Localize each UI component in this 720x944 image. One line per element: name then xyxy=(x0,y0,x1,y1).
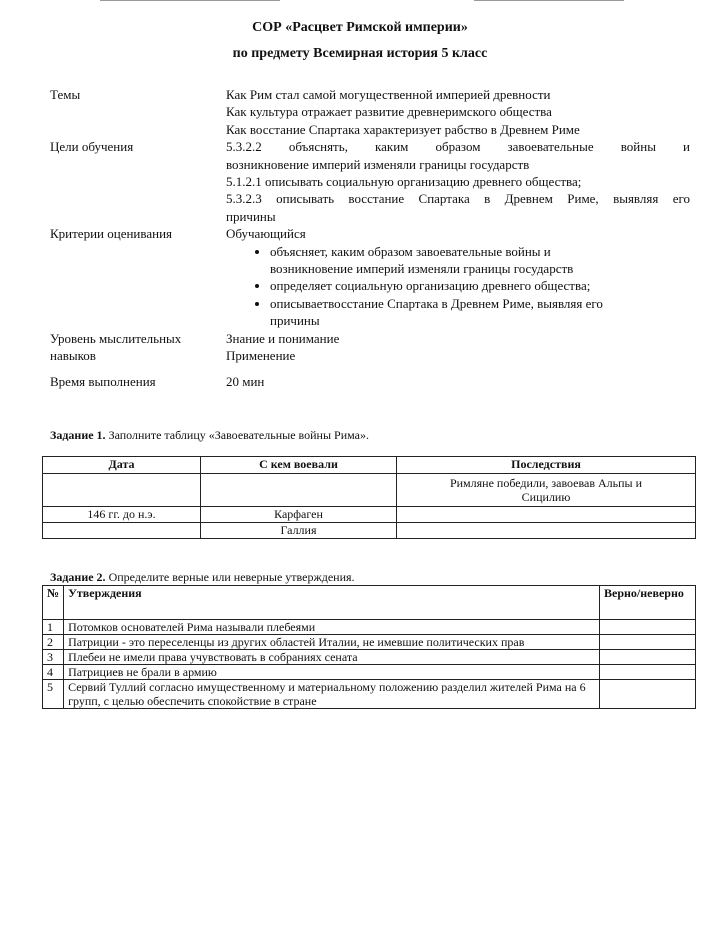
table-header-row xyxy=(43,586,696,620)
goal-line: 5.3.2.2 объяснять, каким образом завоевательные войны и xyxy=(226,139,690,155)
statement-text: Патриции - это переселенцы из других областей Италии, не имевшие политических прав xyxy=(64,635,600,650)
task2-instruction: Определите верные или неверные утверждения. xyxy=(108,570,355,584)
col-header-consequences: Последствия xyxy=(397,457,696,474)
statement-number: 2 xyxy=(43,635,64,650)
table-row xyxy=(43,635,696,650)
goals-values xyxy=(226,138,690,225)
table-row xyxy=(43,650,696,665)
conquest-wars-table xyxy=(42,456,696,539)
info-block xyxy=(50,86,690,390)
time-label: Время выполнения xyxy=(50,373,156,389)
criteria-intro: Обучающийся xyxy=(226,226,306,242)
goals-label: Цели обучения xyxy=(50,139,134,155)
doc-title: СОР «Расцвет Римской империи» xyxy=(252,20,468,35)
col-header-enemy: С кем воевали xyxy=(201,457,397,474)
date-cell[interactable] xyxy=(43,523,201,539)
criteria-item: • объясняет, каким образом завоевательные войны и возникновение империй изменяли границы государств xyxy=(270,243,610,278)
goal-line: возникновение империй изменяли границы государств xyxy=(226,156,530,172)
topic-item: Как Рим стал самой могущественной империей древности xyxy=(226,87,551,102)
table-row xyxy=(43,474,696,507)
doc-subtitle: по предмету Всемирная история 5 класс xyxy=(232,46,488,61)
topics-values xyxy=(226,86,690,138)
table-row xyxy=(43,507,696,523)
time-value: 20 мин xyxy=(226,373,265,389)
topics-label: Темы xyxy=(50,87,81,102)
col-header-statement: Утверждения xyxy=(64,586,600,620)
table-header-row xyxy=(43,457,696,474)
answer-cell[interactable] xyxy=(600,620,696,635)
col-header-date: Дата xyxy=(43,457,201,474)
answer-cell[interactable] xyxy=(600,650,696,665)
answer-cell[interactable] xyxy=(600,665,696,680)
enemy-cell[interactable] xyxy=(201,474,397,507)
criteria-item: • определяет социальную организацию древнего общества; xyxy=(270,277,690,294)
statement-number: 5 xyxy=(43,680,64,709)
time-row xyxy=(50,373,690,390)
date-cell[interactable] xyxy=(43,474,201,507)
consequence-cell[interactable] xyxy=(397,523,696,539)
statement-text: Патрициев не брали в армию xyxy=(64,665,600,680)
statement-number: 1 xyxy=(43,620,64,635)
task1-instruction: Заполните таблицу «Завоевательные войны Рима». xyxy=(108,428,369,442)
task1-heading xyxy=(50,428,369,443)
table-row xyxy=(43,523,696,539)
topic-item: Как культура отражает развитие древнеримского общества xyxy=(226,104,552,120)
task2-heading xyxy=(50,570,355,585)
criteria-list xyxy=(226,243,690,330)
task1-number: Задание 1. xyxy=(50,428,106,442)
level-row xyxy=(50,330,690,365)
answer-cell[interactable] xyxy=(600,680,696,709)
topics-row xyxy=(50,86,690,138)
goal-line: причины xyxy=(226,208,276,224)
statement-text: Сервий Туллий согласно имущественному и материальному положению разделил жителей Рима на 6 групп, с целью обеспечить спокойствие в стране xyxy=(64,680,600,709)
col-header-number: № xyxy=(43,586,64,620)
statements-table xyxy=(42,585,696,709)
task2-number: Задание 2. xyxy=(50,570,106,584)
table-row xyxy=(43,620,696,635)
table-row xyxy=(43,665,696,680)
statement-text: Плебеи не имели права учувствовать в собраниях сената xyxy=(64,650,600,665)
statement-number: 4 xyxy=(43,665,64,680)
goals-row xyxy=(50,138,690,225)
goal-line: 5.3.2.3 описывать восстание Спартака в Древнем Риме, выявляя его xyxy=(226,191,690,207)
goal-line: 5.1.2.1 описывать социальную организацию древнего общества; xyxy=(226,174,582,190)
level-item: Знание и понимание xyxy=(226,330,340,346)
criteria-label: Критерии оценивания xyxy=(50,226,173,242)
statement-text: Потомков основателей Рима называли плебеями xyxy=(64,620,600,635)
level-item: Применение xyxy=(226,348,296,364)
col-header-true-false: Верно/неверно xyxy=(600,586,696,620)
criteria-values xyxy=(226,225,690,329)
consequence-cell[interactable]: Римляне победили, завоевав Альпы и Сицилию xyxy=(397,474,696,507)
answer-cell[interactable] xyxy=(600,635,696,650)
level-values xyxy=(226,330,690,365)
enemy-cell[interactable]: Карфаген xyxy=(201,507,397,523)
criteria-item: • описываетвосстание Спартака в Древнем Риме, выявляя его причины xyxy=(270,295,650,330)
criteria-row xyxy=(50,225,690,329)
date-cell[interactable]: 146 гг. до н.э. xyxy=(43,507,201,523)
topic-item: Как восстание Спартака характеризует рабство в Древнем Риме xyxy=(226,121,580,137)
table-row xyxy=(43,680,696,709)
level-label: Уровень мыслительных навыков xyxy=(50,330,182,364)
consequence-cell[interactable] xyxy=(397,507,696,523)
cut-off-line-right xyxy=(474,0,624,1)
enemy-cell[interactable]: Галлия xyxy=(201,523,397,539)
cut-off-line-left xyxy=(100,0,280,1)
statement-number: 3 xyxy=(43,650,64,665)
